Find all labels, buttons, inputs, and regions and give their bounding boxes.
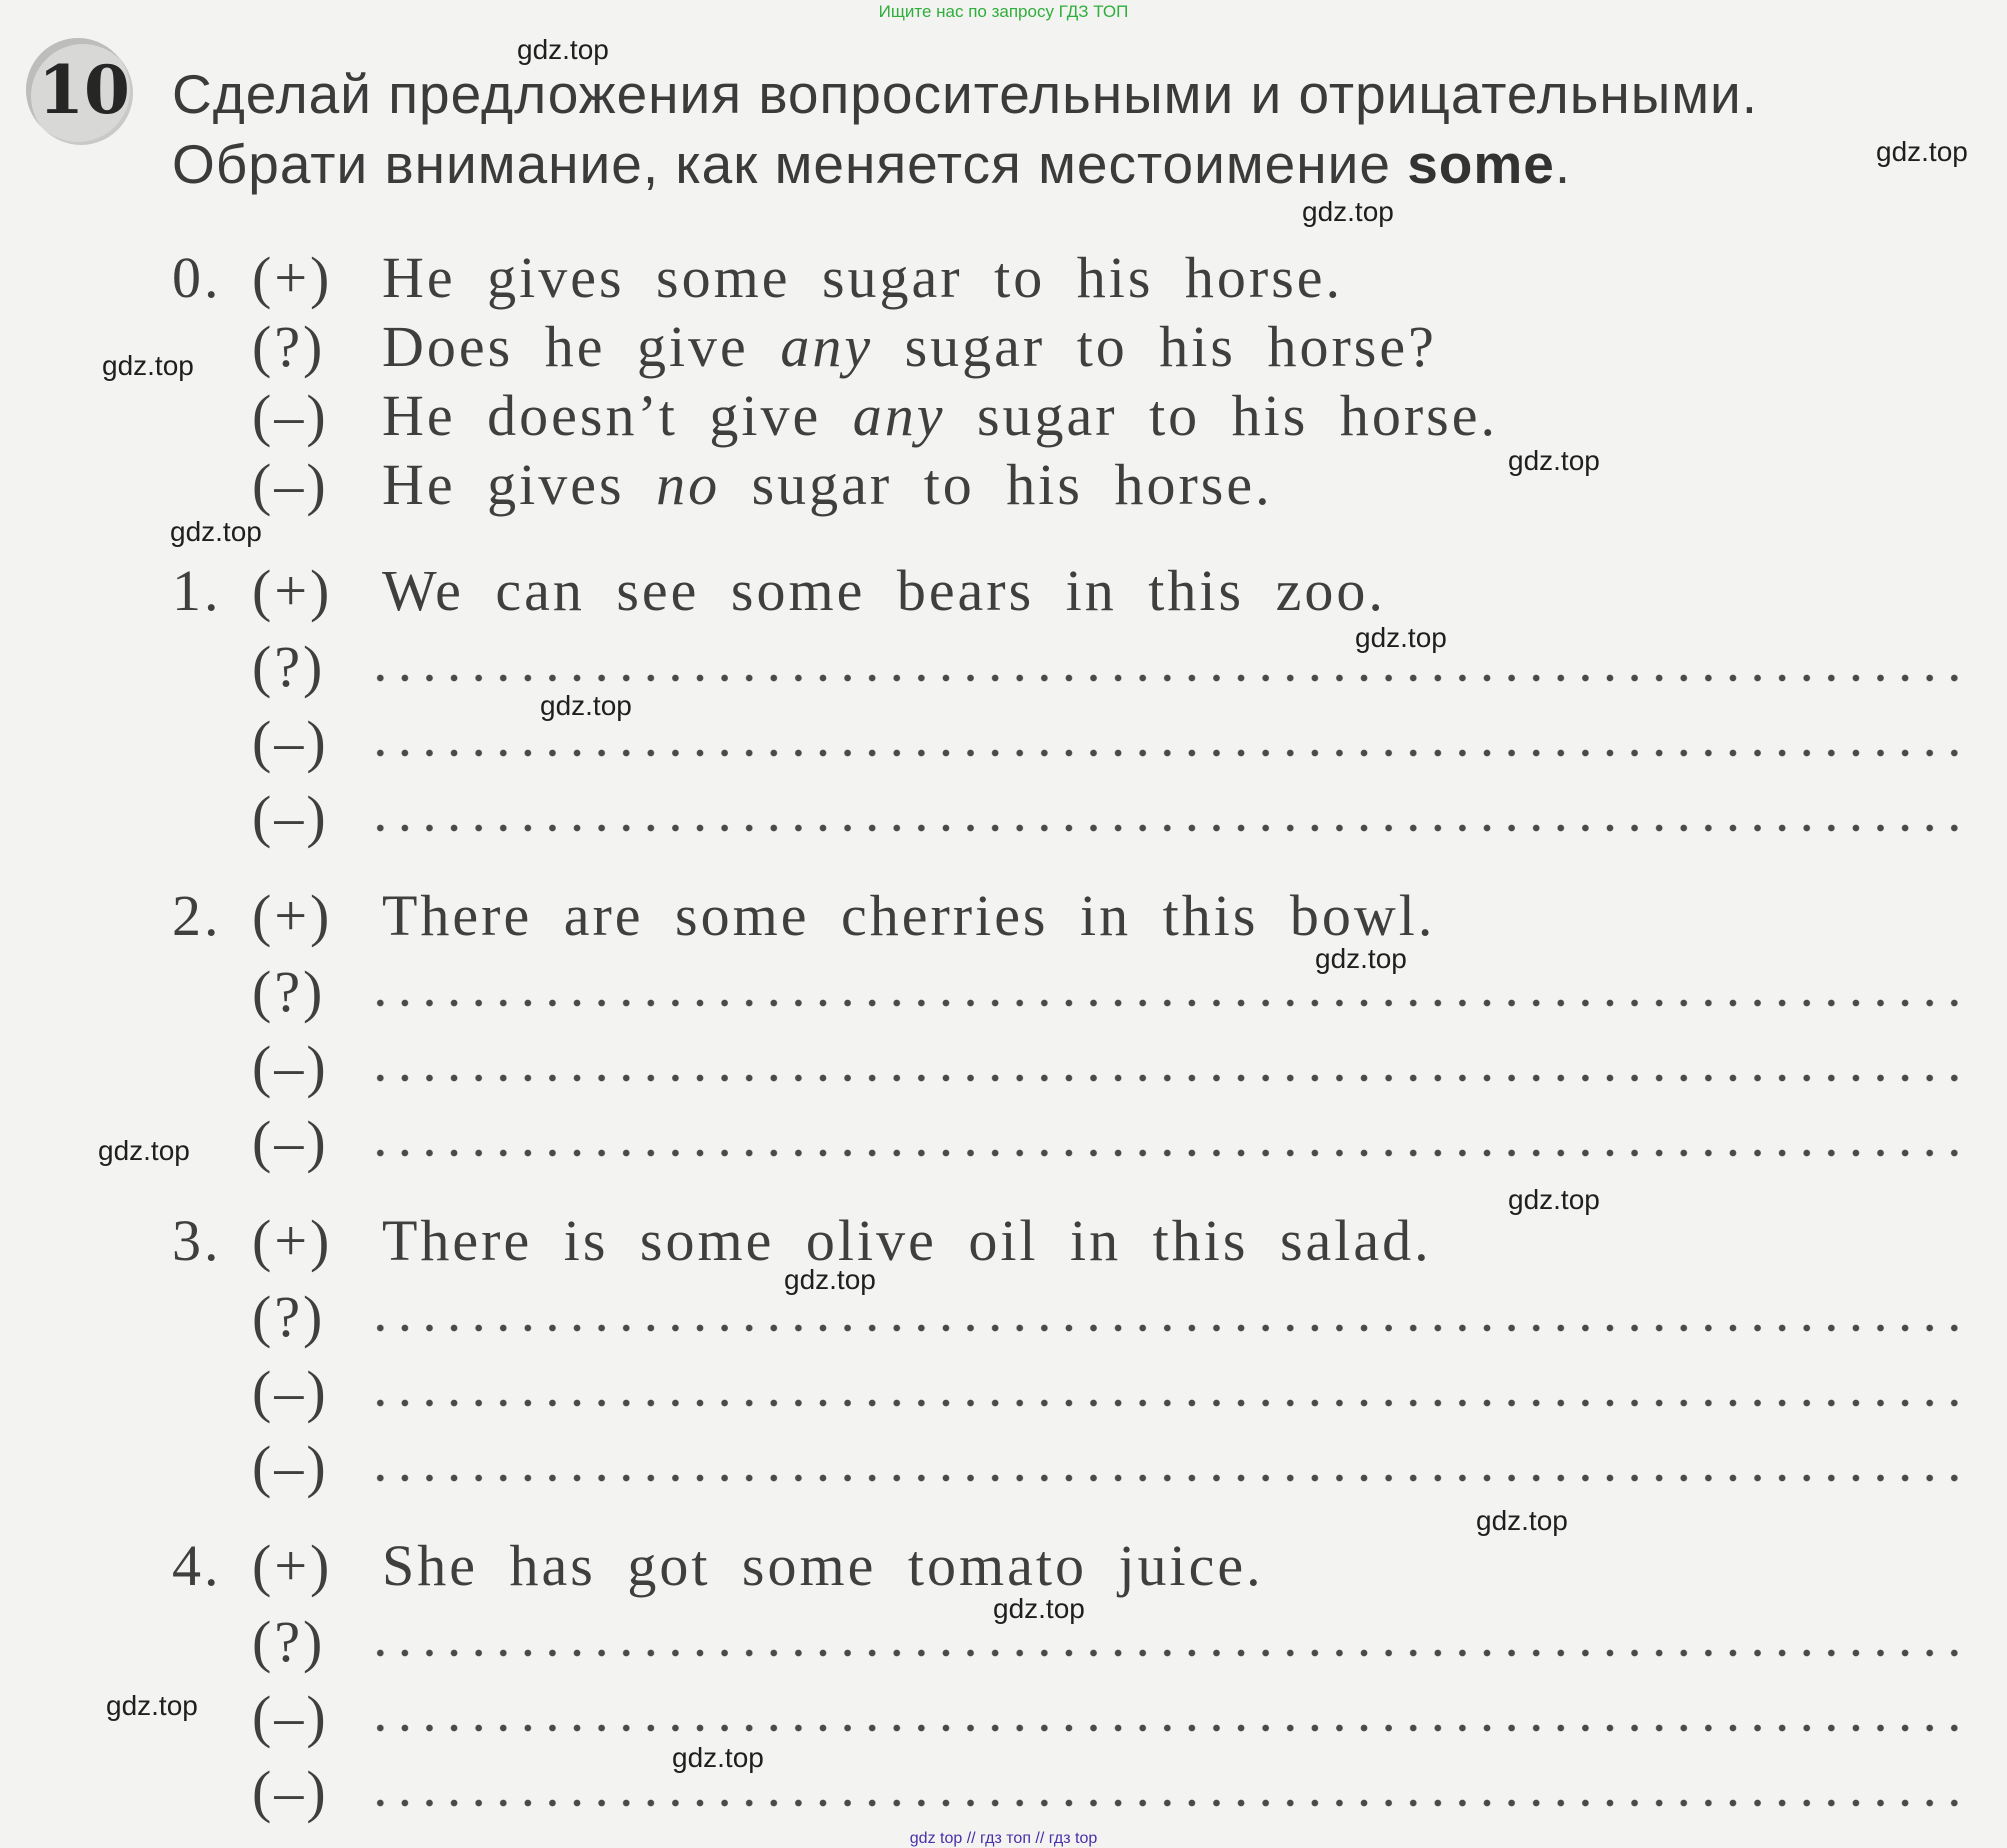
watermark: gdz.top <box>517 34 609 65</box>
example-sentence: Does he give any sugar to his horse? <box>382 314 1437 379</box>
watermark: gdz.top <box>1876 136 1968 167</box>
answer-dotted-line[interactable] <box>368 748 1968 758</box>
watermark: gdz.top <box>1315 943 1407 974</box>
answer-mark: (–) <box>252 709 329 774</box>
answer-mark: (–) <box>252 1359 329 1424</box>
answer-dotted-line[interactable] <box>368 1648 1968 1658</box>
sentence-mark: (–) <box>252 452 329 517</box>
task-sentence: There is some olive oil in this salad. <box>382 1208 1432 1273</box>
answer-mark: (?) <box>252 634 326 699</box>
answer-mark: (?) <box>252 1284 326 1349</box>
sentence-mark: (+) <box>252 883 333 948</box>
answer-dotted-line[interactable] <box>368 1398 1968 1408</box>
answer-dotted-line[interactable] <box>368 1073 1968 1083</box>
answer-mark: (–) <box>252 1109 329 1174</box>
watermark: gdz.top <box>540 690 632 721</box>
answer-mark: (–) <box>252 1034 329 1099</box>
watermark: gdz.top <box>1476 1505 1568 1536</box>
watermark: gdz.top <box>672 1742 764 1773</box>
answer-dotted-line[interactable] <box>368 1798 1968 1808</box>
answer-dotted-line[interactable] <box>368 998 1968 1008</box>
watermark: gdz.top <box>1508 445 1600 476</box>
watermark: gdz.top <box>1508 1184 1600 1215</box>
example-sentence: He gives some sugar to his horse. <box>382 245 1344 310</box>
answer-dotted-line[interactable] <box>368 1148 1968 1158</box>
answer-mark: (–) <box>252 1759 329 1824</box>
sentence-mark: (?) <box>252 314 326 379</box>
sentence-mark: (+) <box>252 1208 333 1273</box>
watermark: gdz.top <box>1302 196 1394 227</box>
answer-dotted-line[interactable] <box>368 673 1968 683</box>
top-note: Ищите нас по запросу ГДЗ ТОП <box>878 2 1129 21</box>
item-number: 1. <box>172 558 222 623</box>
watermark: gdz.top <box>98 1135 190 1166</box>
task-sentence: She has got some tomato juice. <box>382 1533 1264 1598</box>
answer-mark: (–) <box>252 1684 329 1749</box>
answer-dotted-line[interactable] <box>368 1723 1968 1733</box>
answer-mark: (?) <box>252 1609 326 1674</box>
instruction-end: . <box>1554 133 1572 195</box>
instruction-line-1: Сделай предложения вопросительными и отрицательными. <box>172 63 1759 125</box>
bottom-note: gdz top // гдз топ // гдз top <box>909 1830 1098 1847</box>
watermark: gdz.top <box>102 350 194 381</box>
watermark: gdz.top <box>993 1593 1085 1624</box>
answer-mark: (?) <box>252 959 326 1024</box>
answer-mark: (–) <box>252 784 329 849</box>
task-sentence: There are some cherries in this bowl. <box>382 883 1436 948</box>
watermark: gdz.top <box>1355 622 1447 653</box>
example-sentence: He gives no sugar to his horse. <box>382 452 1273 517</box>
sentence-mark: (+) <box>252 558 333 623</box>
exercise-number-badge <box>26 38 138 150</box>
instruction-line-2 <box>172 132 1571 196</box>
answer-dotted-line[interactable] <box>368 1473 1968 1483</box>
watermark: gdz.top <box>170 516 262 547</box>
watermark: gdz.top <box>106 1690 198 1721</box>
item-number: 2. <box>172 883 222 948</box>
sentence-mark: (+) <box>252 245 333 310</box>
task-sentence: We can see some bears in this zoo. <box>382 558 1386 623</box>
item-number: 3. <box>172 1208 222 1273</box>
exercise-number: 10 <box>38 51 130 129</box>
sentence-mark: (–) <box>252 383 329 448</box>
item-number: 0. <box>172 245 222 310</box>
answer-dotted-line[interactable] <box>368 1323 1968 1333</box>
instruction-text: Обрати внимание, как меняется местоимение <box>172 133 1408 195</box>
answer-dotted-line[interactable] <box>368 823 1968 833</box>
watermark: gdz.top <box>784 1264 876 1295</box>
example-sentence: He doesn’t give any sugar to his horse. <box>382 383 1498 448</box>
instruction-bold-word: some <box>1407 133 1555 195</box>
answer-mark: (–) <box>252 1434 329 1499</box>
item-number: 4. <box>172 1533 222 1598</box>
sentence-mark: (+) <box>252 1533 333 1598</box>
